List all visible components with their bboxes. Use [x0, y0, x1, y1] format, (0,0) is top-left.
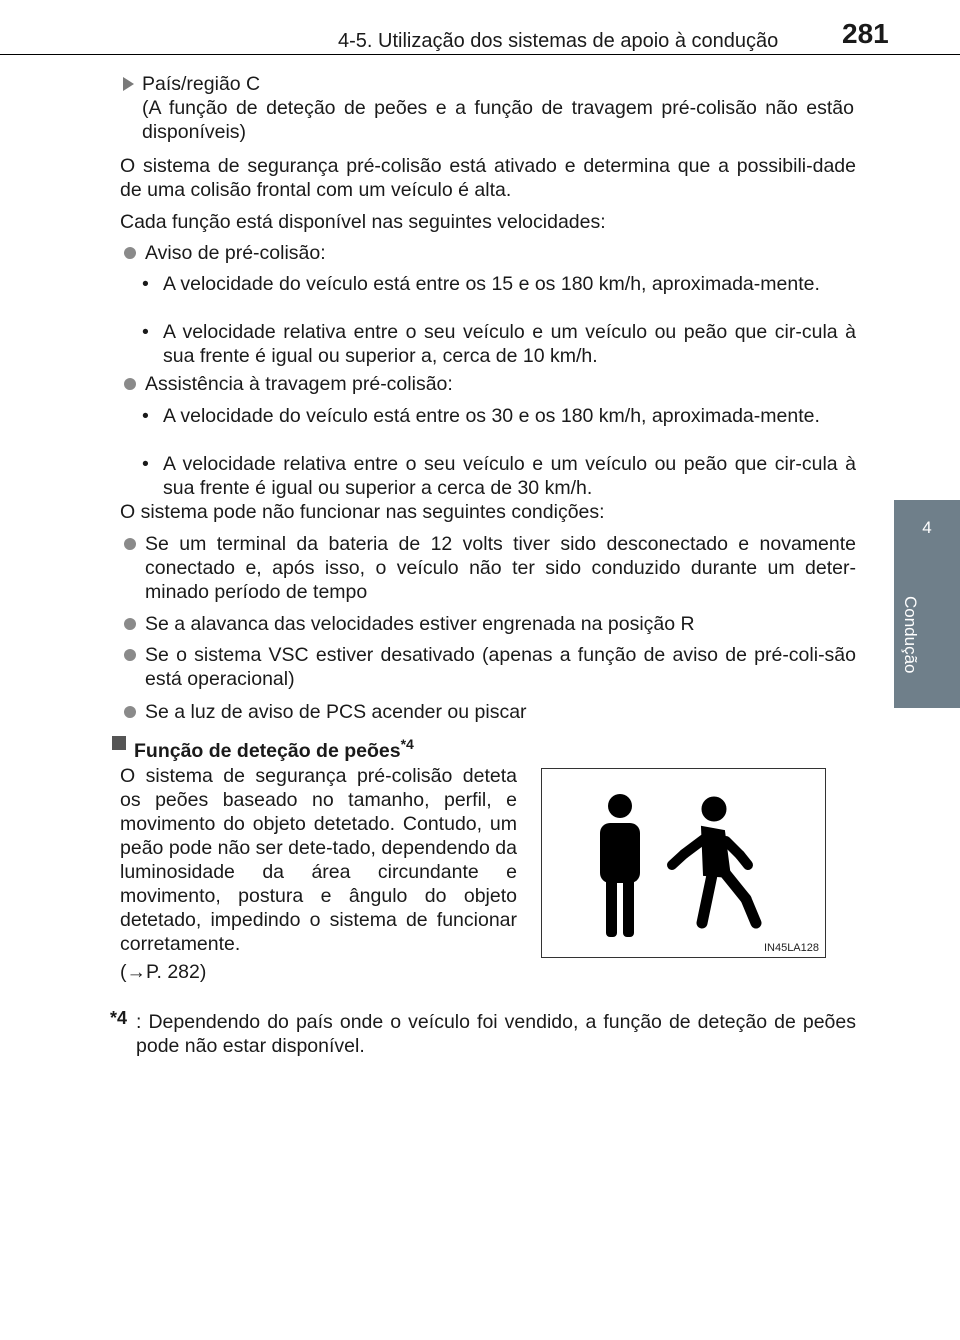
warning-item-2: A velocidade relativa entre o seu veículo e um veículo ou peão que cir-cula à sua frente é igual ou superior a, cerca de 10 km/h. — [163, 321, 856, 367]
condition-3: Se o sistema VSC estiver desativado (apenas a função de aviso de pré-coli-são está operacional) — [145, 644, 856, 690]
condition-item — [120, 643, 856, 691]
standing-person-icon — [600, 794, 640, 937]
assist-section — [120, 372, 856, 396]
pedestrian-text: O sistema de segurança pré-colisão deteta os peões baseado no tamanho, perfil, e movimento do objeto detetado. Contudo, um peão pode não ser dete-tado, dependendo da luminosidade da área circundante e movimento, postura e ângulo do objeto detetado, impedindo o sistema de funcionar corretamente. — [120, 765, 517, 955]
assist-title: Assistência à travagem pré-colisão: — [145, 373, 453, 395]
circle-bullet-icon — [124, 706, 136, 718]
list-item — [120, 272, 856, 296]
footnote — [110, 1010, 856, 1058]
warning-section — [120, 241, 856, 265]
circle-bullet-icon — [124, 618, 136, 630]
pedestrian-heading: Função de deteção de peões — [134, 739, 401, 762]
pedestrian-heading-mark: *4 — [400, 736, 414, 752]
pedestrian-illustration — [541, 768, 826, 958]
page-number: 281 — [842, 18, 889, 49]
circle-bullet-icon — [124, 378, 136, 390]
condition-1: Se um terminal da bateria de 12 volts tiver sido desconectado e novamente conectado e, após isso, o veículo não ter sido conduzido durante um deter-minado período de tempo — [145, 533, 856, 603]
bullet-dot: • — [142, 453, 149, 475]
circle-bullet-icon — [124, 538, 136, 550]
chapter-tab — [894, 500, 960, 578]
paragraph-2: Cada função está disponível nas seguintes velocidades: — [120, 211, 606, 233]
condition-4: Se a luz de aviso de PCS acender ou piscar — [145, 701, 527, 723]
warning-title: Aviso de pré-colisão: — [145, 242, 326, 264]
section-title: 4-5. Utilização dos sistemas de apoio à condução — [338, 30, 779, 52]
condition-item — [120, 700, 856, 724]
figure-code: IN45LA128 — [763, 942, 819, 954]
footnote-text: : Dependendo do país onde o veículo foi vendido, a função de deteção de peões pode não estar disponível. — [136, 1011, 856, 1057]
bullet-dot: • — [142, 405, 149, 427]
header-divider — [0, 54, 960, 55]
region-item — [120, 72, 856, 144]
list-item — [120, 320, 856, 368]
square-bullet-icon — [112, 736, 126, 750]
walking-person-icon — [672, 797, 756, 923]
chapter-number: 4 — [922, 518, 932, 537]
bullet-dot: • — [142, 273, 149, 295]
condition-2: Se a alavanca das velocidades estiver engrenada na posição R — [145, 613, 695, 635]
paragraph-3: O sistema pode não funcionar nas seguintes condições: — [120, 501, 605, 523]
pedestrian-figures-icon — [542, 769, 825, 957]
triangle-bullet-icon — [123, 77, 134, 91]
condition-item — [120, 532, 856, 604]
list-item — [120, 452, 856, 500]
assist-item-1: A velocidade do veículo está entre os 30 e os 180 km/h, aproximada-mente. — [163, 405, 820, 427]
warning-item-1: A velocidade do veículo está entre os 15 e os 180 km/h, aproximada-mente. — [163, 273, 820, 295]
footnote-mark: *4 — [110, 1008, 128, 1028]
circle-bullet-icon — [124, 649, 136, 661]
region-note: (A função de deteção de peões e a função de travagem pré-colisão não estão disponíveis) — [142, 97, 854, 143]
pedestrian-ref[interactable]: (→P. 282) — [120, 961, 207, 983]
chapter-label: Condução — [901, 596, 920, 674]
paragraph-1: O sistema de segurança pré-colisão está ativado e determina que a possibili-dade de uma colisão frontal com um veículo é alta. — [120, 155, 856, 201]
circle-bullet-icon — [124, 247, 136, 259]
bullet-dot: • — [142, 321, 149, 343]
pedestrian-heading-row — [112, 732, 848, 763]
region-title: País/região C — [142, 73, 261, 95]
condition-item — [120, 612, 856, 636]
assist-item-2: A velocidade relativa entre o seu veículo e um veículo ou peão que cir-cula à sua frente é igual ou superior a cerca de 30 km/h. — [163, 453, 856, 499]
list-item — [120, 404, 856, 428]
